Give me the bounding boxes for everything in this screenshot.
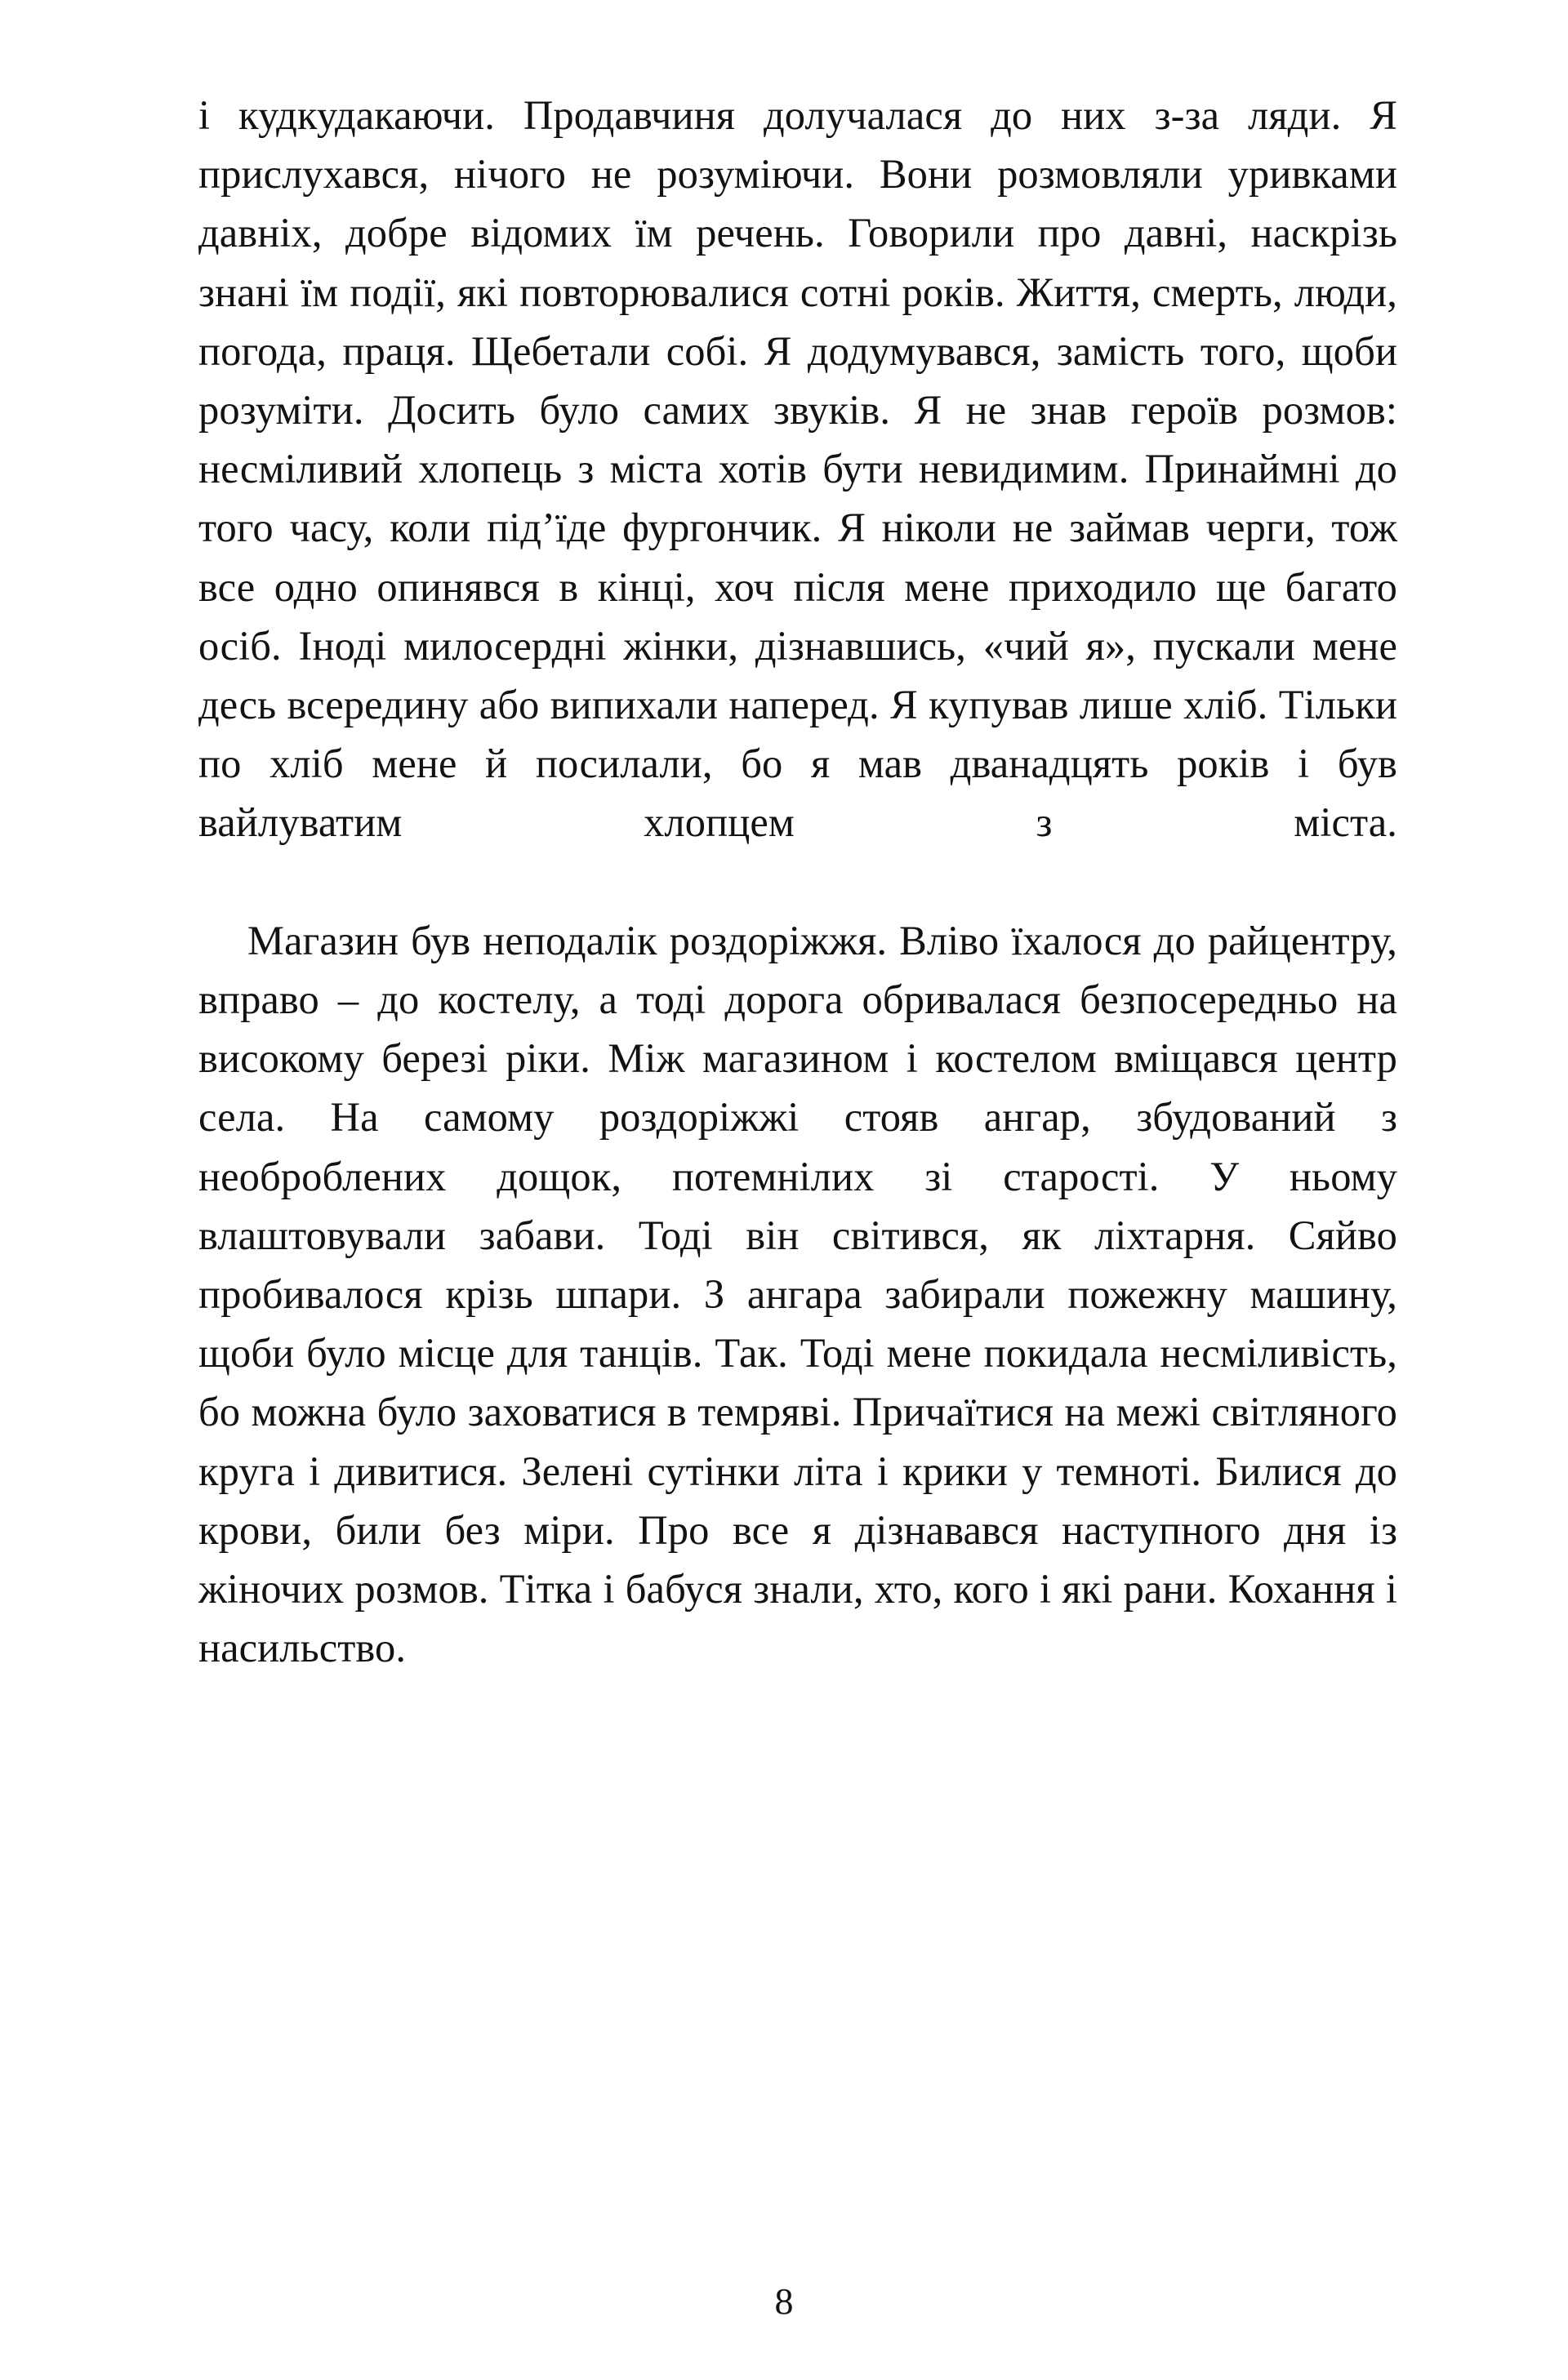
paragraph-continued: і кудкудакаючи. Продавчиня долучалася до них з-за ляди. Я прислухався, нічого не розуміючи. Вони розмовляли уривками давніх, добре відомих їм речень. Говорили про давні, наскрізь знані їм події, які повторювалися сотні років. Життя, смерть, люди, погода, праця. Щебетали собі. Я додумувався, замість того, щоби розуміти. Досить було самих звуків. Я не знав героїв розмов: несміливий хлопець з міста хотів бути невидимим. Принаймні до того часу, коли під’їде фургончик. Я ніколи не займав черги, тож все одно опинявся в кінці, хоч після мене приходило ще багато осіб. Іноді милосердні жінки, дізнавшись, «чий я», пускали мене десь всередину або випихали наперед. Я купував лише хліб. Тільки по хліб мене й посилали, бо я мав дванадцять років і був вайлуватим хлопцем з міста. [198, 92, 1397, 846]
page-text-body [198, 86, 1397, 1737]
paragraph-new: Магазин був неподалік роздоріжжя. Вліво їхалося до райцентру, вправо – до костелу, а тоді дорога обривалася безпосередньо на високому березі ріки. Між магазином і костелом вміщався центр села. На самому роздоріжжі стояв ангар, збудований з необроблених дощок, потемнілих зі старості. У ньому влаштовували забави. Тоді він світився, як ліхтарня. Сяйво пробивалося крізь шпари. З ангара забирали пожежну машину, щоби було місце для танців. Так. Тоді мене покидала несміливість, бо можна було заховатися в темряві. Причаїтися на межі світляного круга і дивитися. Зелені сутінки літа і крики у темноті. Билися до крови, били без міри. Про все я дізнавався наступного дня із жіночих розмов. Тітка і бабуся знали, хто, кого і які рани. Кохання і насильство. [198, 917, 1397, 1671]
page-number: 8 [774, 2280, 794, 2322]
